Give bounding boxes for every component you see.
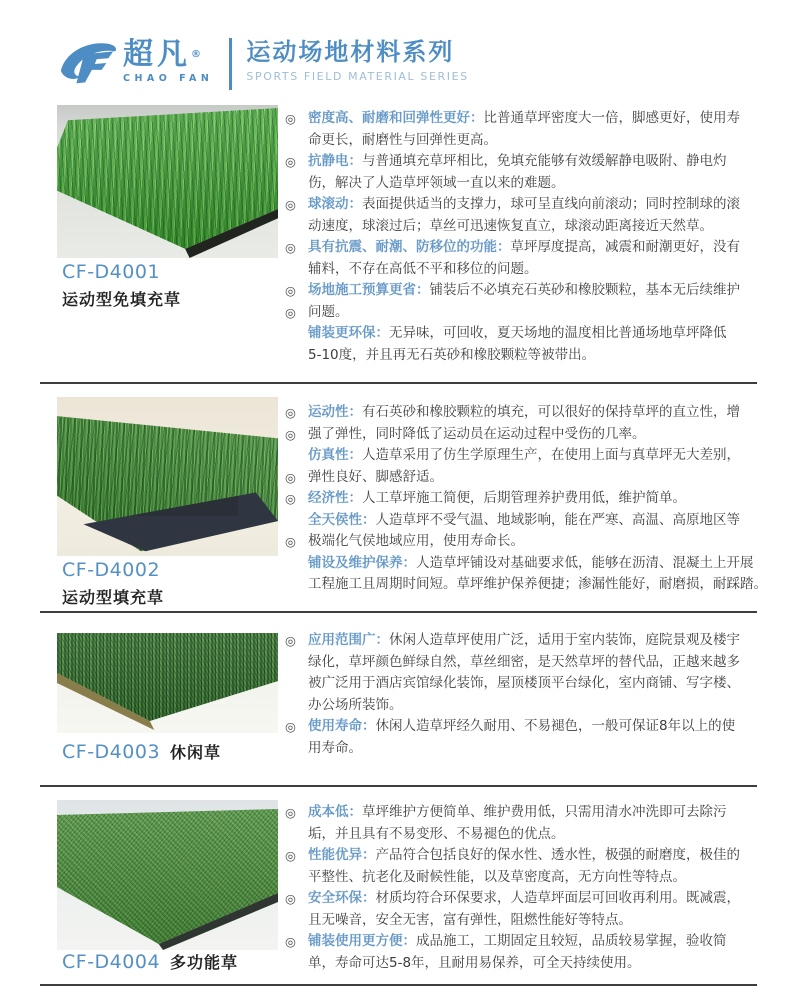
- feature-line: [285, 824, 771, 846]
- feature-heading: 场地施工预算更省：: [308, 282, 430, 298]
- feature-line: [285, 259, 771, 281]
- brand-name-cn: [123, 37, 213, 72]
- feature-text: 产品符合包括良好的保水性、透水性，极强的耐磨度，极佳的: [375, 847, 740, 863]
- feature-text: 有石英砂和橡胶颗粒的填充，可以很好的保持草坪的直立性，增: [362, 404, 740, 420]
- bullet-icon: ◎: [285, 111, 296, 126]
- feature-line: [285, 802, 771, 824]
- feature-line: [285, 216, 771, 238]
- feature-text: 办公场所装饰。: [308, 696, 403, 713]
- feature-line: [285, 130, 771, 152]
- feature-heading: 全天侯性：: [308, 511, 376, 528]
- feature-line: [285, 302, 771, 324]
- bullet-icon: ◎: [285, 848, 296, 863]
- bullet-icon: ◎: [285, 405, 296, 420]
- series-title-block: [246, 38, 468, 83]
- feature-text: 弹性良好、脚感舒适。: [308, 468, 443, 485]
- bullet-icon: ◎: [285, 154, 296, 169]
- feature-line: [285, 652, 771, 674]
- bullet-icon: [285, 130, 308, 152]
- page-header: [57, 36, 469, 96]
- bullet-icon: [285, 553, 308, 575]
- product-code: CF-D4003: [62, 741, 161, 763]
- feature-list: [285, 402, 771, 596]
- bullet-icon: ◎: [285, 805, 296, 820]
- feature-line: [285, 673, 771, 695]
- feature-heading: 抗静电：: [308, 153, 362, 169]
- feature-text: 被广泛用于酒店宾馆绿化装饰，屋顶楼顶平台绿化，室内商铺、写字楼、: [308, 675, 740, 691]
- registered-mark: ®: [191, 49, 205, 60]
- feature-text: 单，寿命可达5-8年，且耐用易保养，可全天持续使用。: [308, 954, 641, 971]
- bullet-icon: ◎: [285, 719, 296, 734]
- feature-line: [285, 345, 771, 367]
- feature-heading: 使用寿命：: [308, 718, 376, 734]
- feature-text: 草坪维护方便简单、维护费用低，只需用清水冲洗即可去除污: [362, 804, 727, 820]
- product-code: CF-D4004: [62, 951, 161, 973]
- feature-heading: 仿真性：: [308, 447, 362, 463]
- product-code: CF-D4001: [62, 261, 161, 283]
- bullet-icon: [285, 216, 308, 238]
- feature-text: 休闲人造草坪经久耐用、不易褪色，一般可保证8年以上的使: [375, 718, 736, 734]
- bullet-icon: ◎: [285, 534, 296, 549]
- feature-heading: 经济性：: [308, 490, 362, 506]
- feature-text: 且无噪音，安全无害，富有弹性，阻燃性能好等特点。: [308, 911, 632, 928]
- bullet-icon: [285, 738, 308, 760]
- feature-text: 与普通填充草坪相比，免填充能够有效缓解静电吸附、静电灼: [362, 153, 727, 169]
- feature-text: 伤，解决了人造草坪领域一直以来的难题。: [308, 174, 565, 191]
- feature-heading: 铺装使用更方便：: [308, 933, 416, 949]
- feature-text: 铺装后不必填充石英砂和橡胶颗粒，基本无后续维护: [429, 282, 740, 298]
- feature-line: [285, 553, 771, 575]
- series-title-cn: 运动场地材料系列: [246, 38, 455, 66]
- feature-line: [285, 280, 771, 302]
- feature-text: 人造草采用了仿生学原理生产，在使用上面与真草坪无大差别，: [362, 447, 740, 463]
- feature-line: [285, 910, 771, 932]
- grass-blades-graphic: [57, 633, 278, 733]
- bullet-icon: ◎: [285, 426, 296, 442]
- feature-line: [285, 888, 771, 910]
- feature-heading: 运动性：: [308, 404, 362, 420]
- feature-line: [285, 531, 771, 553]
- feature-line: [285, 108, 771, 130]
- feature-line: [285, 323, 771, 345]
- bullet-icon: [285, 695, 308, 717]
- feature-list: [285, 630, 771, 759]
- bullet-icon: ◎: [285, 240, 296, 255]
- section-divider: [40, 611, 757, 613]
- brand-name-en: CHAO FAN: [123, 73, 214, 84]
- bullet-icon: [285, 824, 308, 846]
- product-photo-cf-d4003: [57, 633, 278, 733]
- feature-line: [285, 488, 771, 510]
- bullet-icon: [285, 510, 308, 532]
- grass-blades-graphic: [57, 800, 278, 950]
- bullet-icon: ◎: [285, 891, 296, 906]
- product-name: 休闲草: [170, 743, 222, 762]
- bullet-icon: ◎: [285, 304, 296, 320]
- bullet-icon: ◎: [285, 469, 296, 485]
- feature-text: 比普通草坪密度大一倍，脚感更好，使用寿: [483, 110, 740, 126]
- feature-text: 材质均符合环保要求，人造草坪面层可回收再利用。既减震，: [375, 890, 740, 906]
- feature-text: 垢，并且具有不易变形、不易褪色的优点。: [308, 825, 565, 842]
- product-photo-cf-d4004: [57, 800, 278, 950]
- section-divider: [40, 382, 757, 384]
- feature-line: [285, 173, 771, 195]
- feature-text: 辅料，不存在高低不平和移位的问题。: [308, 260, 538, 277]
- header-divider-bar: [229, 38, 232, 90]
- grass-blades-graphic: [57, 105, 278, 258]
- brand-cn-text: 超凡: [123, 37, 191, 72]
- feature-text: 人造草坪铺设对基础要求低，能够在沥清、混凝土上开展: [416, 554, 754, 571]
- feature-text: 强了弹性，同时降低了运动员在运动过程中受伤的几率。: [308, 425, 646, 442]
- bullet-icon: [285, 673, 308, 695]
- feature-line: [285, 467, 771, 489]
- product-code: CF-D4002: [62, 559, 161, 581]
- feature-text: 极端化气侯地域应用，使用寿命长。: [308, 533, 524, 549]
- bullet-icon: ◎: [285, 197, 296, 212]
- feature-text: 工程施工且周期时间短。草坪维护保养便捷；渗漏性能好，耐磨损，耐踩踏。: [308, 576, 767, 592]
- feature-line: [285, 194, 771, 216]
- feature-line: [285, 424, 771, 446]
- feature-line: [285, 716, 771, 738]
- feature-text: 成品施工，工期固定且较短，品质较易掌握，验收简: [416, 933, 727, 949]
- feature-heading: 密度高、耐磨和回弹性更好：: [308, 110, 484, 126]
- feature-heading: 铺设及维护保养：: [308, 554, 416, 571]
- feature-line: [285, 931, 771, 953]
- bullet-icon: [285, 345, 308, 367]
- bullet-icon: [285, 574, 308, 596]
- feature-line: [285, 867, 771, 889]
- section-divider: [40, 785, 757, 787]
- product-label: [62, 950, 238, 973]
- brand-block: [123, 37, 214, 84]
- bullet-icon: [285, 867, 308, 889]
- feature-line: [285, 738, 771, 760]
- bullet-icon: [285, 445, 308, 467]
- product-name: 多功能草: [170, 953, 239, 972]
- feature-text: 动速度，球滚过后；草丝可迅速恢复直立，球滚动距离接近天然草。: [308, 217, 713, 234]
- product-name: 运动型免填充草: [62, 290, 182, 309]
- bullet-icon: [285, 652, 308, 674]
- bullet-icon: ◎: [285, 283, 296, 298]
- series-title-en: SPORTS FIELD MATERIAL SERIES: [246, 70, 469, 83]
- feature-line: [285, 630, 771, 652]
- bullet-icon: [285, 173, 308, 195]
- feature-list: [285, 108, 771, 366]
- product-label: [62, 740, 221, 763]
- feature-text: 平整性、抗老化及耐候性能，以及草密度高，无方向性等特点。: [308, 868, 686, 885]
- section-divider: [40, 984, 757, 986]
- feature-text: 绿化，草坪颜色鲜绿自然，草丝细密，是天然草坪的替代品，正越来越多: [308, 653, 740, 670]
- feature-heading: 应用范围广：: [308, 632, 389, 648]
- product-name: 运动型填充草: [62, 588, 165, 607]
- feature-line: [285, 695, 771, 717]
- bullet-icon: ◎: [285, 491, 296, 506]
- product-photo-cf-d4002: [57, 397, 278, 556]
- feature-line: [285, 151, 771, 173]
- feature-heading: 成本低：: [308, 804, 362, 820]
- feature-text: 人造草坪不受气温、地域影响，能在严寒、高温、高原地区等: [375, 511, 740, 528]
- product-photo-cf-d4001: [57, 105, 278, 258]
- feature-line: [285, 845, 771, 867]
- bullet-icon: ◎: [285, 934, 296, 949]
- feature-text: 用寿命。: [308, 739, 362, 756]
- product-label: [62, 261, 181, 310]
- feature-line: [285, 445, 771, 467]
- bullet-icon: ◎: [285, 633, 296, 648]
- product-label: [62, 559, 164, 608]
- feature-line: [285, 953, 771, 975]
- feature-list: [285, 802, 771, 974]
- feature-heading: 安全环保：: [308, 890, 376, 906]
- bullet-icon: [285, 910, 308, 932]
- feature-heading: 性能优异：: [308, 847, 376, 863]
- feature-line: [285, 510, 771, 532]
- feature-line: [285, 402, 771, 424]
- chaofan-logo-icon: [57, 38, 119, 90]
- feature-text: 问题。: [308, 303, 349, 320]
- feature-text: 命更长，耐磨性与回弹性更高。: [308, 131, 497, 148]
- feature-text: 休闲人造草坪使用广泛，适用于室内装饰，庭院景观及楼宇: [389, 632, 740, 648]
- bullet-icon: [285, 953, 308, 975]
- feature-text: 草坪厚度提高，减震和耐潮更好，没有: [510, 239, 740, 255]
- feature-heading: 具有抗震、耐潮、防移位的功能：: [308, 239, 511, 255]
- feature-text: 表面提供适当的支撑力，球可呈直线向前滚动；同时控制球的滚: [362, 196, 740, 212]
- bullet-icon: [285, 259, 308, 281]
- feature-line: [285, 237, 771, 259]
- feature-text: 无异味，可回收，夏天场地的温度相比普通场地草坪降低: [389, 325, 727, 341]
- feature-text: 人工草坪施工简便，后期管理养护费用低，维护简单。: [362, 490, 686, 506]
- feature-line: [285, 574, 771, 596]
- feature-heading: 球滚动：: [308, 196, 362, 212]
- feature-heading: 铺装更环保：: [308, 325, 389, 341]
- bullet-icon: [285, 323, 308, 345]
- feature-text: 5-10度，并且再无石英砂和橡胶颗粒等被带出。: [308, 346, 596, 363]
